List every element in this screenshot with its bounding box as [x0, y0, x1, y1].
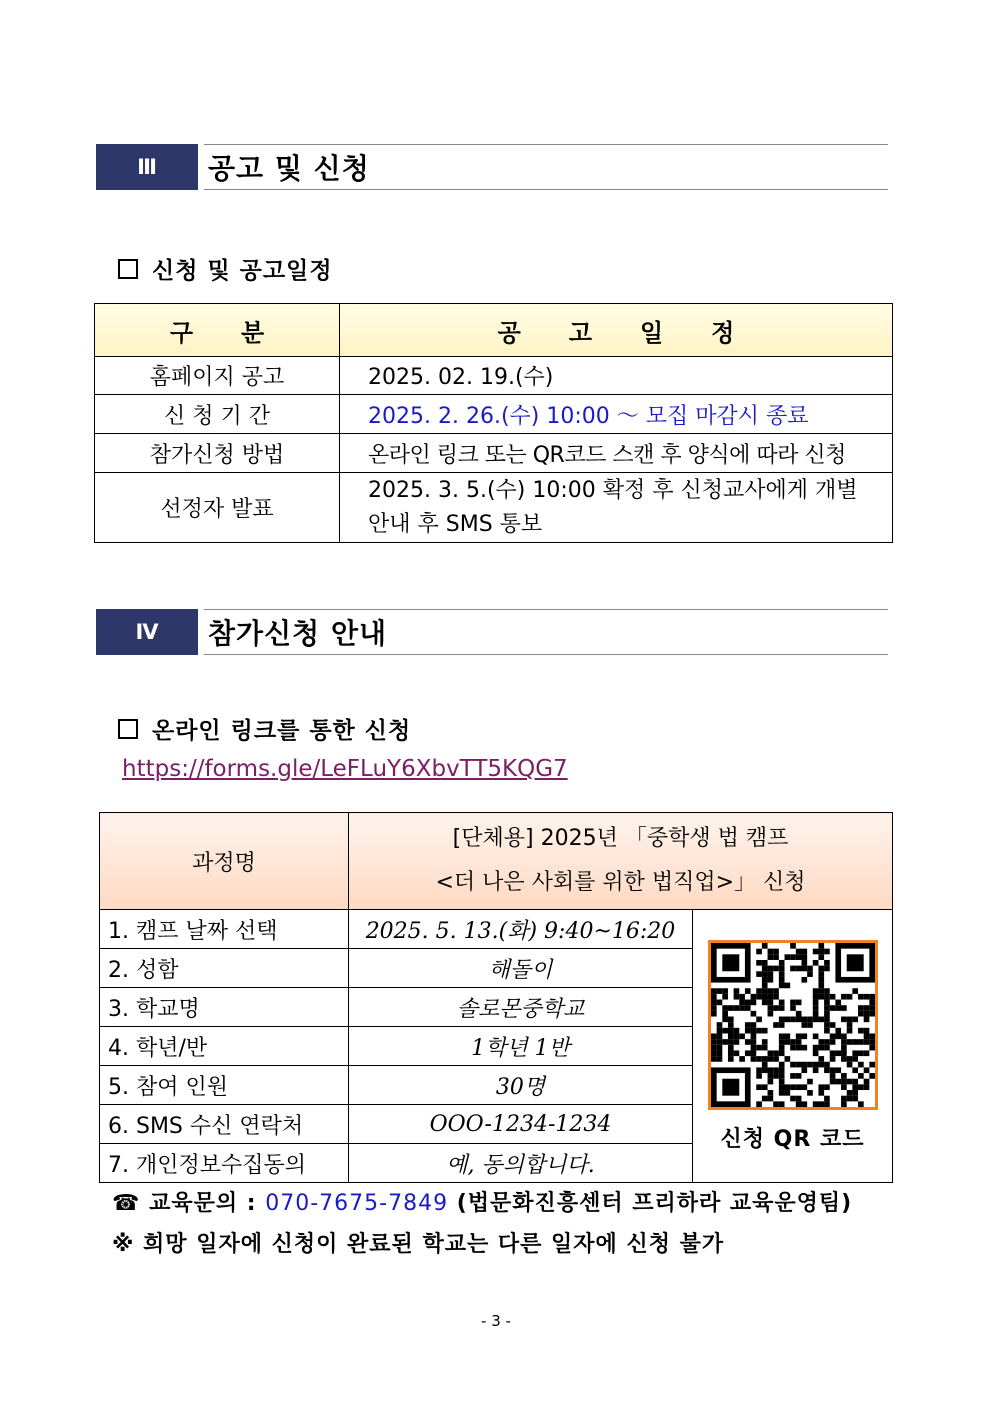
table-row — [95, 357, 893, 395]
qr-code-icon[interactable] — [708, 940, 878, 1110]
field-label: 3. 학교명 — [100, 988, 349, 1027]
phone-icon: ☎ — [112, 1191, 141, 1216]
online-heading-text: 온라인 링크를 통한 신청 — [152, 718, 412, 744]
divider — [204, 654, 888, 655]
course-label: 과정명 — [100, 813, 349, 910]
table-row — [95, 395, 893, 434]
field-value: 예, 동의합니다. — [349, 1144, 693, 1183]
row-label: 신 청 기 간 — [95, 395, 340, 434]
section-number: Ⅳ — [96, 609, 198, 655]
contact-label: 교육문의 : — [149, 1191, 257, 1216]
field-value: OOO-1234-1234 — [349, 1105, 693, 1144]
row-value — [340, 473, 893, 543]
row-value-line: 2025. 3. 5.(수) 10:00 확정 후 신청교사에게 개별 — [368, 477, 858, 503]
section-title: 참가신청 안내 — [208, 617, 388, 650]
row-label: 홈페이지 공고 — [95, 357, 340, 395]
field-value: 1학년 1반 — [349, 1027, 693, 1066]
field-label: 2. 성함 — [100, 949, 349, 988]
field-label: 4. 학년/반 — [100, 1027, 349, 1066]
row-label: 참가신청 방법 — [95, 434, 340, 473]
table-header-row — [95, 304, 893, 357]
row-value: 2025. 2. 26.(수) 10:00 ～ 모집 마감시 종료 — [340, 395, 893, 434]
col-header-category: 구 분 — [95, 304, 340, 357]
table-row — [95, 434, 893, 473]
field-value: 해돌이 — [349, 949, 693, 988]
course-name-line: [단체용] 2025년 「중학생 법 캠프 — [452, 826, 789, 851]
field-value: 2025. 5. 13.(화) 9:40~16:20 — [349, 910, 693, 949]
qr-caption: 신청 QR 코드 — [720, 1126, 865, 1152]
course-row — [100, 813, 893, 910]
row-value: 2025. 02. 19.(수) — [340, 357, 893, 395]
field-label: 5. 참여 인원 — [100, 1066, 349, 1105]
row-label: 선정자 발표 — [95, 473, 340, 543]
schedule-table — [94, 303, 893, 543]
course-name — [349, 813, 893, 910]
notice-text: ※ 희망 일자에 신청이 완료된 학교는 다른 일자에 신청 불가 — [112, 1232, 725, 1257]
row-value: 온라인 링크 또는 QR코드 스캔 후 양식에 따라 신청 — [340, 434, 893, 473]
section-number: Ⅲ — [96, 144, 198, 190]
section-header-4 — [96, 609, 888, 655]
divider — [204, 189, 888, 190]
checkbox-square-icon — [118, 259, 138, 279]
contact-line — [112, 1186, 852, 1217]
application-form-table — [99, 812, 893, 1183]
field-value: 30명 — [349, 1066, 693, 1105]
online-heading — [118, 712, 411, 745]
page-number: - 3 - — [481, 1312, 511, 1330]
qr-cell — [693, 910, 893, 1183]
contact-phone[interactable]: 070-7675-7849 — [265, 1191, 449, 1216]
table-row — [95, 473, 893, 543]
col-header-schedule: 공 고 일 정 — [340, 304, 893, 357]
field-label: 1. 캠프 날짜 선택 — [100, 910, 349, 949]
application-form-link[interactable]: https://forms.gle/LeFLuY6XbvTT5KQG7 — [122, 756, 568, 782]
field-label: 7. 개인정보수집동의 — [100, 1144, 349, 1183]
form-row — [100, 910, 893, 949]
row-value-line: 안내 후 SMS 통보 — [368, 511, 543, 537]
contact-org: (법문화진흥센터 프리하라 교육운영팀) — [456, 1191, 853, 1216]
schedule-heading-text: 신청 및 공고일정 — [152, 258, 333, 284]
course-name-line: <더 나은 사회를 위한 법직업>」 신청 — [435, 870, 806, 895]
field-value: 솔로몬중학교 — [349, 988, 693, 1027]
section-header-3 — [96, 144, 888, 190]
section-title: 공고 및 신청 — [208, 152, 370, 185]
field-label: 6. SMS 수신 연락처 — [100, 1105, 349, 1144]
checkbox-square-icon — [118, 719, 138, 739]
schedule-heading — [118, 252, 333, 285]
